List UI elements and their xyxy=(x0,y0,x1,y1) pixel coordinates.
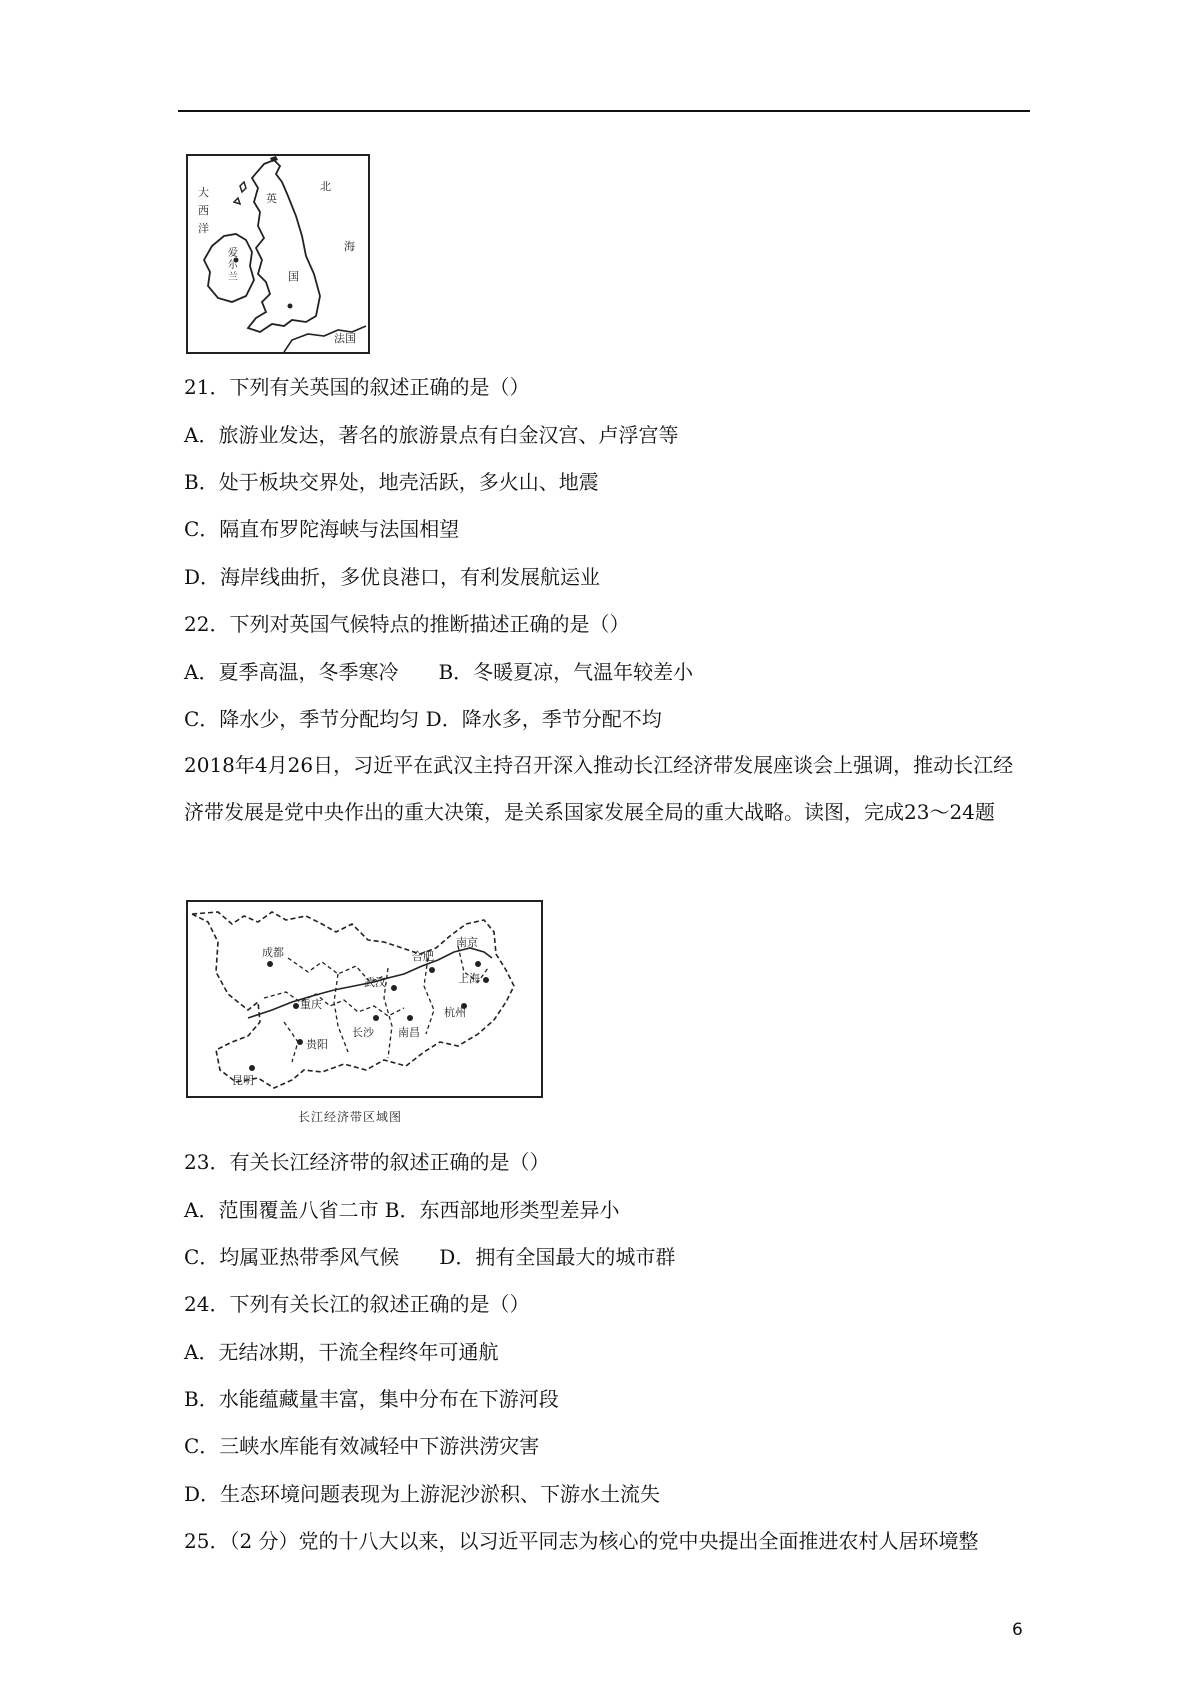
city-guiyang: 贵阳 xyxy=(306,1038,328,1051)
yangtze-intro-paragraph: 2018年4月26日，习近平在武汉主持召开深入推动长江经济带发展座谈会上强调，推动长江经济带发展是党中央作出的重大决策，是关系国家发展全局的重大战略。读图，完成23～24题 xyxy=(184,753,1014,824)
uk-label-1: 英 xyxy=(266,192,277,205)
city-hangzhou: 杭州 xyxy=(444,1006,466,1019)
uk-label-2: 国 xyxy=(288,270,299,283)
q24-option-b: B．水能蕴藏量丰富，集中分布在下游河段 xyxy=(184,1387,559,1411)
british-isles-map xyxy=(186,154,370,354)
map2-caption: 长江经济带区域图 xyxy=(298,1110,403,1124)
header-rule xyxy=(178,110,1030,112)
q24-option-a: A．无结冰期，干流全程终年可通航 xyxy=(184,1340,499,1364)
q24-stem: 24．下列有关长江的叙述正确的是（） xyxy=(184,1292,530,1316)
ireland-label-1: 爱 xyxy=(228,248,238,259)
city-kunming: 昆明 xyxy=(232,1074,254,1087)
page-number: 6 xyxy=(1012,1620,1023,1640)
city-wuhan: 武汉 xyxy=(364,976,386,989)
q24-option-d: D．生态环境问题表现为上游泥沙淤积、下游水土流失 xyxy=(184,1482,661,1506)
q22-options-ab: A．夏季高温，冬季寒冷 B．冬暖夏凉，气温年较差小 xyxy=(184,660,694,684)
q21-option-b: B．处于板块交界处，地壳活跃，多火山、地震 xyxy=(184,470,599,494)
city-nanjing: 南京 xyxy=(456,936,478,949)
q25-stem: 25．（2 分）党的十八大以来，以习近平同志为核心的党中央提出全面推进农村人居环境整 xyxy=(184,1529,979,1553)
great-britain-outline xyxy=(248,160,320,332)
city-shanghai: 上海 xyxy=(458,972,480,985)
city-chongqing: 重庆 xyxy=(300,998,322,1011)
q23-stem: 23．有关长江经济带的叙述正确的是（） xyxy=(184,1150,550,1174)
q24-option-c: C．三峡水库能有效减轻中下游洪涝灾害 xyxy=(184,1434,540,1458)
ireland-label-3: 兰 xyxy=(228,272,238,283)
ireland-label-2: 尔 xyxy=(228,260,238,271)
france-label: 法国 xyxy=(334,332,356,345)
british-isles-map-drawing xyxy=(188,156,368,352)
yangtze-map-drawing xyxy=(188,902,541,1096)
north-sea-label-1: 北 xyxy=(320,180,331,193)
atlantic-label-2: 西 xyxy=(198,204,209,217)
q21-option-c: C．隔直布罗陀海峡与法国相望 xyxy=(184,517,460,541)
city-changsha: 长沙 xyxy=(352,1026,374,1039)
q23-options-cd: C．均属亚热带季风气候 D．拥有全国最大的城市群 xyxy=(184,1245,676,1269)
city-hefei: 合肥 xyxy=(412,950,434,963)
atlantic-label-1: 大 xyxy=(198,186,209,199)
yangtze-economic-belt-map xyxy=(186,900,543,1098)
city-chengdu: 成都 xyxy=(262,946,284,959)
q21-stem: 21．下列有关英国的叙述正确的是（） xyxy=(184,375,530,399)
north-sea-label-2: 海 xyxy=(344,240,355,253)
atlantic-label-3: 洋 xyxy=(198,222,209,235)
city-nanchang: 南昌 xyxy=(398,1026,420,1039)
q22-options-cd: C．降水少，季节分配均匀 D．降水多，季节分配不均 xyxy=(184,707,662,731)
q21-option-d: D．海岸线曲折，多优良港口，有利发展航运业 xyxy=(184,565,601,589)
q23-options-ab: A．范围覆盖八省二市 B．东西部地形类型差异小 xyxy=(184,1198,620,1222)
q22-stem: 22．下列对英国气候特点的推断描述正确的是（） xyxy=(184,612,630,636)
q21-option-a: A．旅游业发达，著名的旅游景点有白金汉宫、卢浮宫等 xyxy=(184,423,679,447)
